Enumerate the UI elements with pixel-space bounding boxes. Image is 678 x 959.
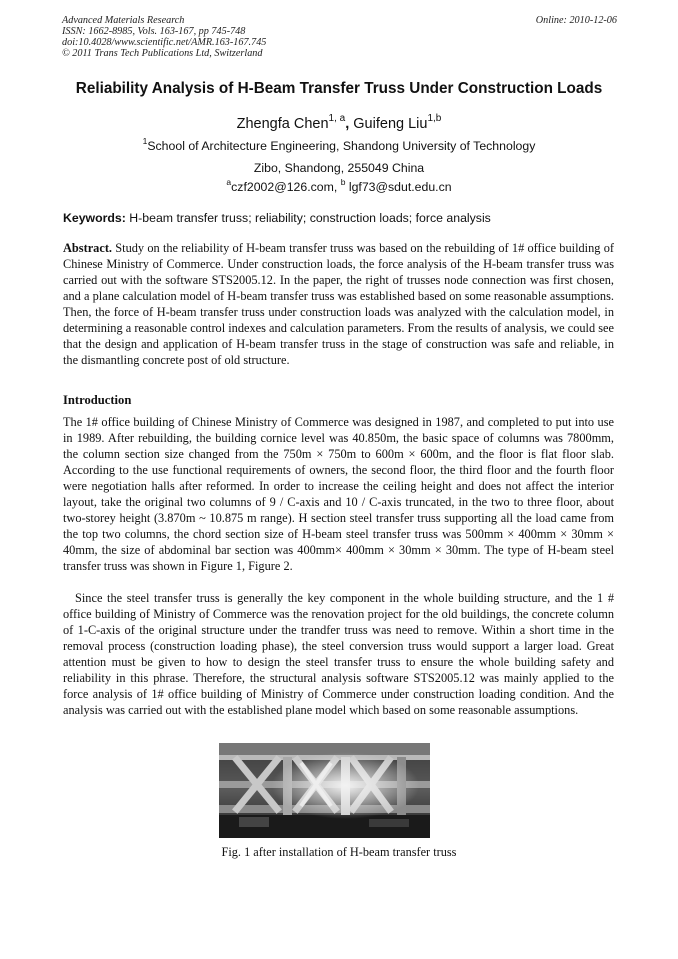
online-date: Online: 2010-12-06 xyxy=(535,15,617,26)
copyright-line: © 2011 Trans Tech Publications Ltd, Switzerland xyxy=(62,48,263,59)
journal-header xyxy=(62,15,617,59)
paper-title: Reliability Analysis of H-Beam Transfer Truss Under Construction Loads xyxy=(75,80,603,97)
email-line xyxy=(30,179,648,195)
figure-1-photo xyxy=(219,743,430,838)
figure-1-caption: Fig. 1 after installation of H-beam transfer truss xyxy=(221,845,457,859)
abstract-label: Abstract. xyxy=(63,241,113,255)
issn-line: ISSN: 1662-8985, Vols. 163-167, pp 745-748 xyxy=(62,26,246,37)
introduction-heading: Introduction xyxy=(63,393,132,407)
author-2-name: Guifeng Liu xyxy=(353,116,428,132)
doi-line: doi:10.4028/www.scientific.net/AMR.163-167.745 xyxy=(62,37,267,48)
email-b-mark: b xyxy=(340,177,346,187)
author-1-name: Zhengfa Chen xyxy=(236,116,329,132)
author-2-affil-mark: 1,b xyxy=(427,113,442,124)
affiliation-line-1 xyxy=(30,138,648,154)
author-1-affil-mark: 1, a xyxy=(328,113,346,124)
keywords-label: Keywords: xyxy=(63,211,126,225)
abstract-text: Study on the reliability of H-beam transfer truss was based on the rebuilding of 1# office building of Chinese Ministry of Commerce. Under construction loads, the force analysis of the H-beam transfer truss was carried out with the software STS2005.12. In the paper, the right of trusses node connection was first chosen, and a plane calculation model of H-beam transfer truss was established based on some reasonable assumptions. Then, the force of H-beam transfer truss under construction loads was analyzed with the calculation model, in determining a reasonable control indexes and calculation parameters. From the results of analysis, we could see that the design and application of H-beam transfer truss in the stage of construction was safe and reliable, in the dismantling concrete post of old structure. xyxy=(63,241,614,367)
keywords-text: H-beam transfer truss; reliability; construction loads; force analysis xyxy=(125,211,491,225)
author-separator: , xyxy=(345,116,354,132)
affiliation-mark: 1 xyxy=(142,136,148,146)
author-line xyxy=(30,114,648,134)
affiliation-institution: School of Architecture Engineering, Shandong University of Technology xyxy=(147,139,536,153)
abstract-paragraph xyxy=(63,241,614,369)
email-a: czf2002@126.com, xyxy=(231,180,341,194)
email-a-mark: a xyxy=(226,177,232,187)
affiliation-line-2: Zibo, Shandong, 255049 China xyxy=(253,161,425,175)
keywords xyxy=(63,210,618,226)
journal-name: Advanced Materials Research xyxy=(62,15,185,26)
introduction-paragraph-1: The 1# office building of Chinese Ministry of Commerce was designed in 1987, and completed to put into use in 1989. After rebuilding, the building cornice level was 40.850m, the basic space of columns was 7800mm, the column section size changed from the 750m × 750m to 600m × 600m, and the floor is flat floor slab. According to the use functional requirements of owners, the second floor, the third floor and the fourth floor were negotiation halls after reformed. In order to increase the ceiling height and does not affect the interior layout, take the original two columns of 9 / C-axis and 10 / C-axis truncated, in the two to three floor, about two-storey height (3.870m ~ 10.875 m range). H section steel transfer truss supporting all the load came from the top two columns, the chord section size of H-beam steel transfer truss was 500mm × 400mm × 30mm × 40mm, the size of abdominal bar section was 400mm× 400mm × 30mm × 30mm. The type of H-beam steel transfer truss was shown in Figure 1, Figure 2. xyxy=(63,415,614,573)
introduction-paragraph-2: Since the steel transfer truss is generally the key component in the whole building structure, and the 1 # office building of Ministry of Commerce was the renovation project for the old buildings, the concrete column of 1-C-axis of the original structure under the trandfer truss was need to remove. Within a short time in the removal process (construction loading phase), the steel conversion truss would support a larger load. Great attention must be given to how to design the steel transfer truss to ensure the whole building safety and reliability in this phrase. Therefore, the structural analysis software STS2005.12 was mainly applied to the force analysis of 1# office building of Ministry of Commerce under construction loading condition. And the analysis was carried out with the established plane model which based on some reasonable assumptions. xyxy=(63,591,614,717)
email-b: lgf73@sdut.edu.cn xyxy=(345,180,452,194)
